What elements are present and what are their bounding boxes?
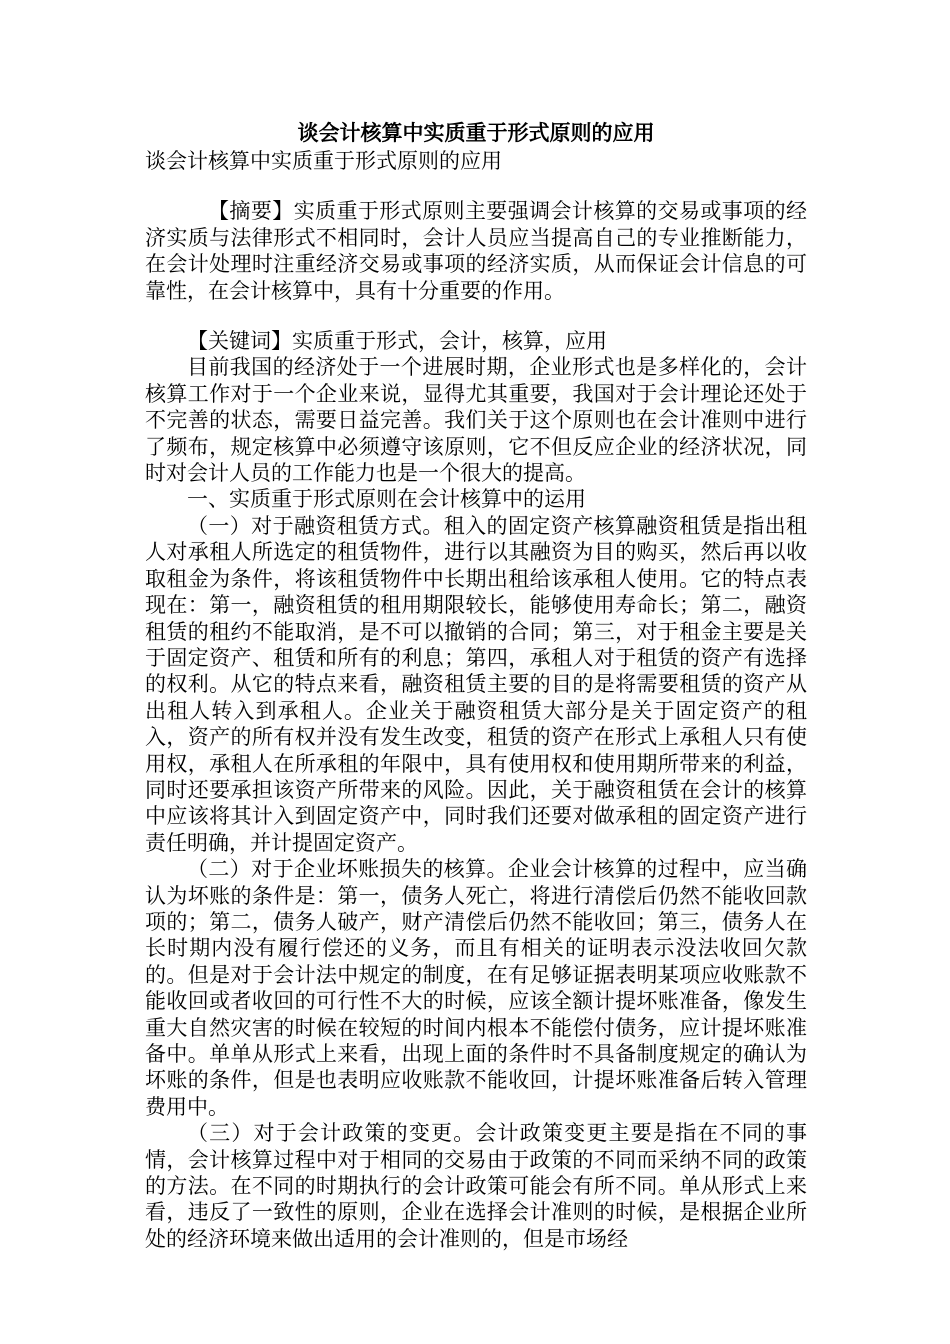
document-title: 谈会计核算中实质重于形式原则的应用 <box>297 120 655 145</box>
abstract-paragraph: 【摘要】实质重于形式原则主要强调会计核算的交易或事项的经济实质与法律形式不相同时，会计人员应当提高自己的专业推断能力，在会计处理时注重经济交易或事项的经济实质，从而保证会计信息的可靠性，在会计核算中，具有十分重要的作用。 <box>145 199 807 303</box>
item-paragraph-2: （二）对于企业坏账损失的核算。企业会计核算的过程中，应当确认为坏账的条件是：第一，债务人死亡，将进行清偿后仍然不能收回款项的；第二，债务人破产，财产清偿后仍然不能收回；第三，债务人在长时期内没有履行偿还的义务，而且有相关的证明表示没法收回欠款的。但是对于会计法中规定的制度，在有足够证据表明某项应收账款不能收回或者收回的可行性不大的时候，应该全额计提坏账准备，像发生重大自然灾害的时候在较短的时间内根本不能偿付债务，应计提坏账准备中。单单从形式上来看，出现上面的条件时不具备制度规定的确认为坏账的条件，但是也表明应收账款不能收回，计提坏账准备后转入管理费用中。 <box>145 857 807 1119</box>
section-heading: 一、实质重于形式原则在会计核算中的运用 <box>187 487 586 512</box>
item-paragraph-3: （三）对于会计政策的变更。会计政策变更主要是指在不同的事情，会计核算过程中对于相同的交易由于政策的不同而采纳不同的政策的方法。在不同的时期执行的会计政策可能会有所不同。单从形式上来看，违反了一致性的原则，企业在选择会计准则的时候，是根据企业所处的经济环境来做出适用的会计准则的，但是市场经 <box>145 1121 807 1251</box>
keywords-line: 【关键词】实质重于形式，会计，核算，应用 <box>187 329 607 354</box>
document-subtitle: 谈会计核算中实质重于形式原则的应用 <box>145 149 502 173</box>
item-paragraph-1: （一）对于融资租赁方式。租入的固定资产核算融资租赁是指出租人对承租人所选定的租赁物件，进行以其融资为目的购买，然后再以收取租金为条件，将该租赁物件中长期出租给该承租人使用。它的特点表现在：第一，融资租赁的租用期限较长，能够使用寿命长；第二，融资租赁的租约不能取消，是不可以撤销的合同；第三，对于租金主要是关于固定资产、租赁和所有的利息；第四，承租人对于租赁的资产有选择的权利。从它的特点来看，融资租赁主要的目的是将需要租赁的资产从出租人转入到承租人。企业关于融资租赁大部分是关于固定资产的租入，资产的所有权并没有发生改变，租赁的资产在形式上承租人只有使用权，承租人在所承租的年限中，具有使用权和使用期所带来的利益，同时还要承担该资产所带来的风险。因此，关于融资租赁在会计的核算中应该将其计入到固定资产中，同时我们还要对做承租的固定资产进行责任明确，并计提固定资产。 <box>145 513 807 855</box>
document-page <box>145 118 807 1252</box>
intro-paragraph: 目前我国的经济处于一个进展时期，企业形式也是多样化的，会计核算工作对于一个企业来说，显得尤其重要，我国对于会计理论还处于不完善的状态，需要日益完善。我们关于这个原则也在会计准则中进行了频布，规定核算中必须遵守该原则，它不但反应企业的经济状况，同时对会计人员的工作能力也是一个很大的提高。 <box>145 355 807 486</box>
